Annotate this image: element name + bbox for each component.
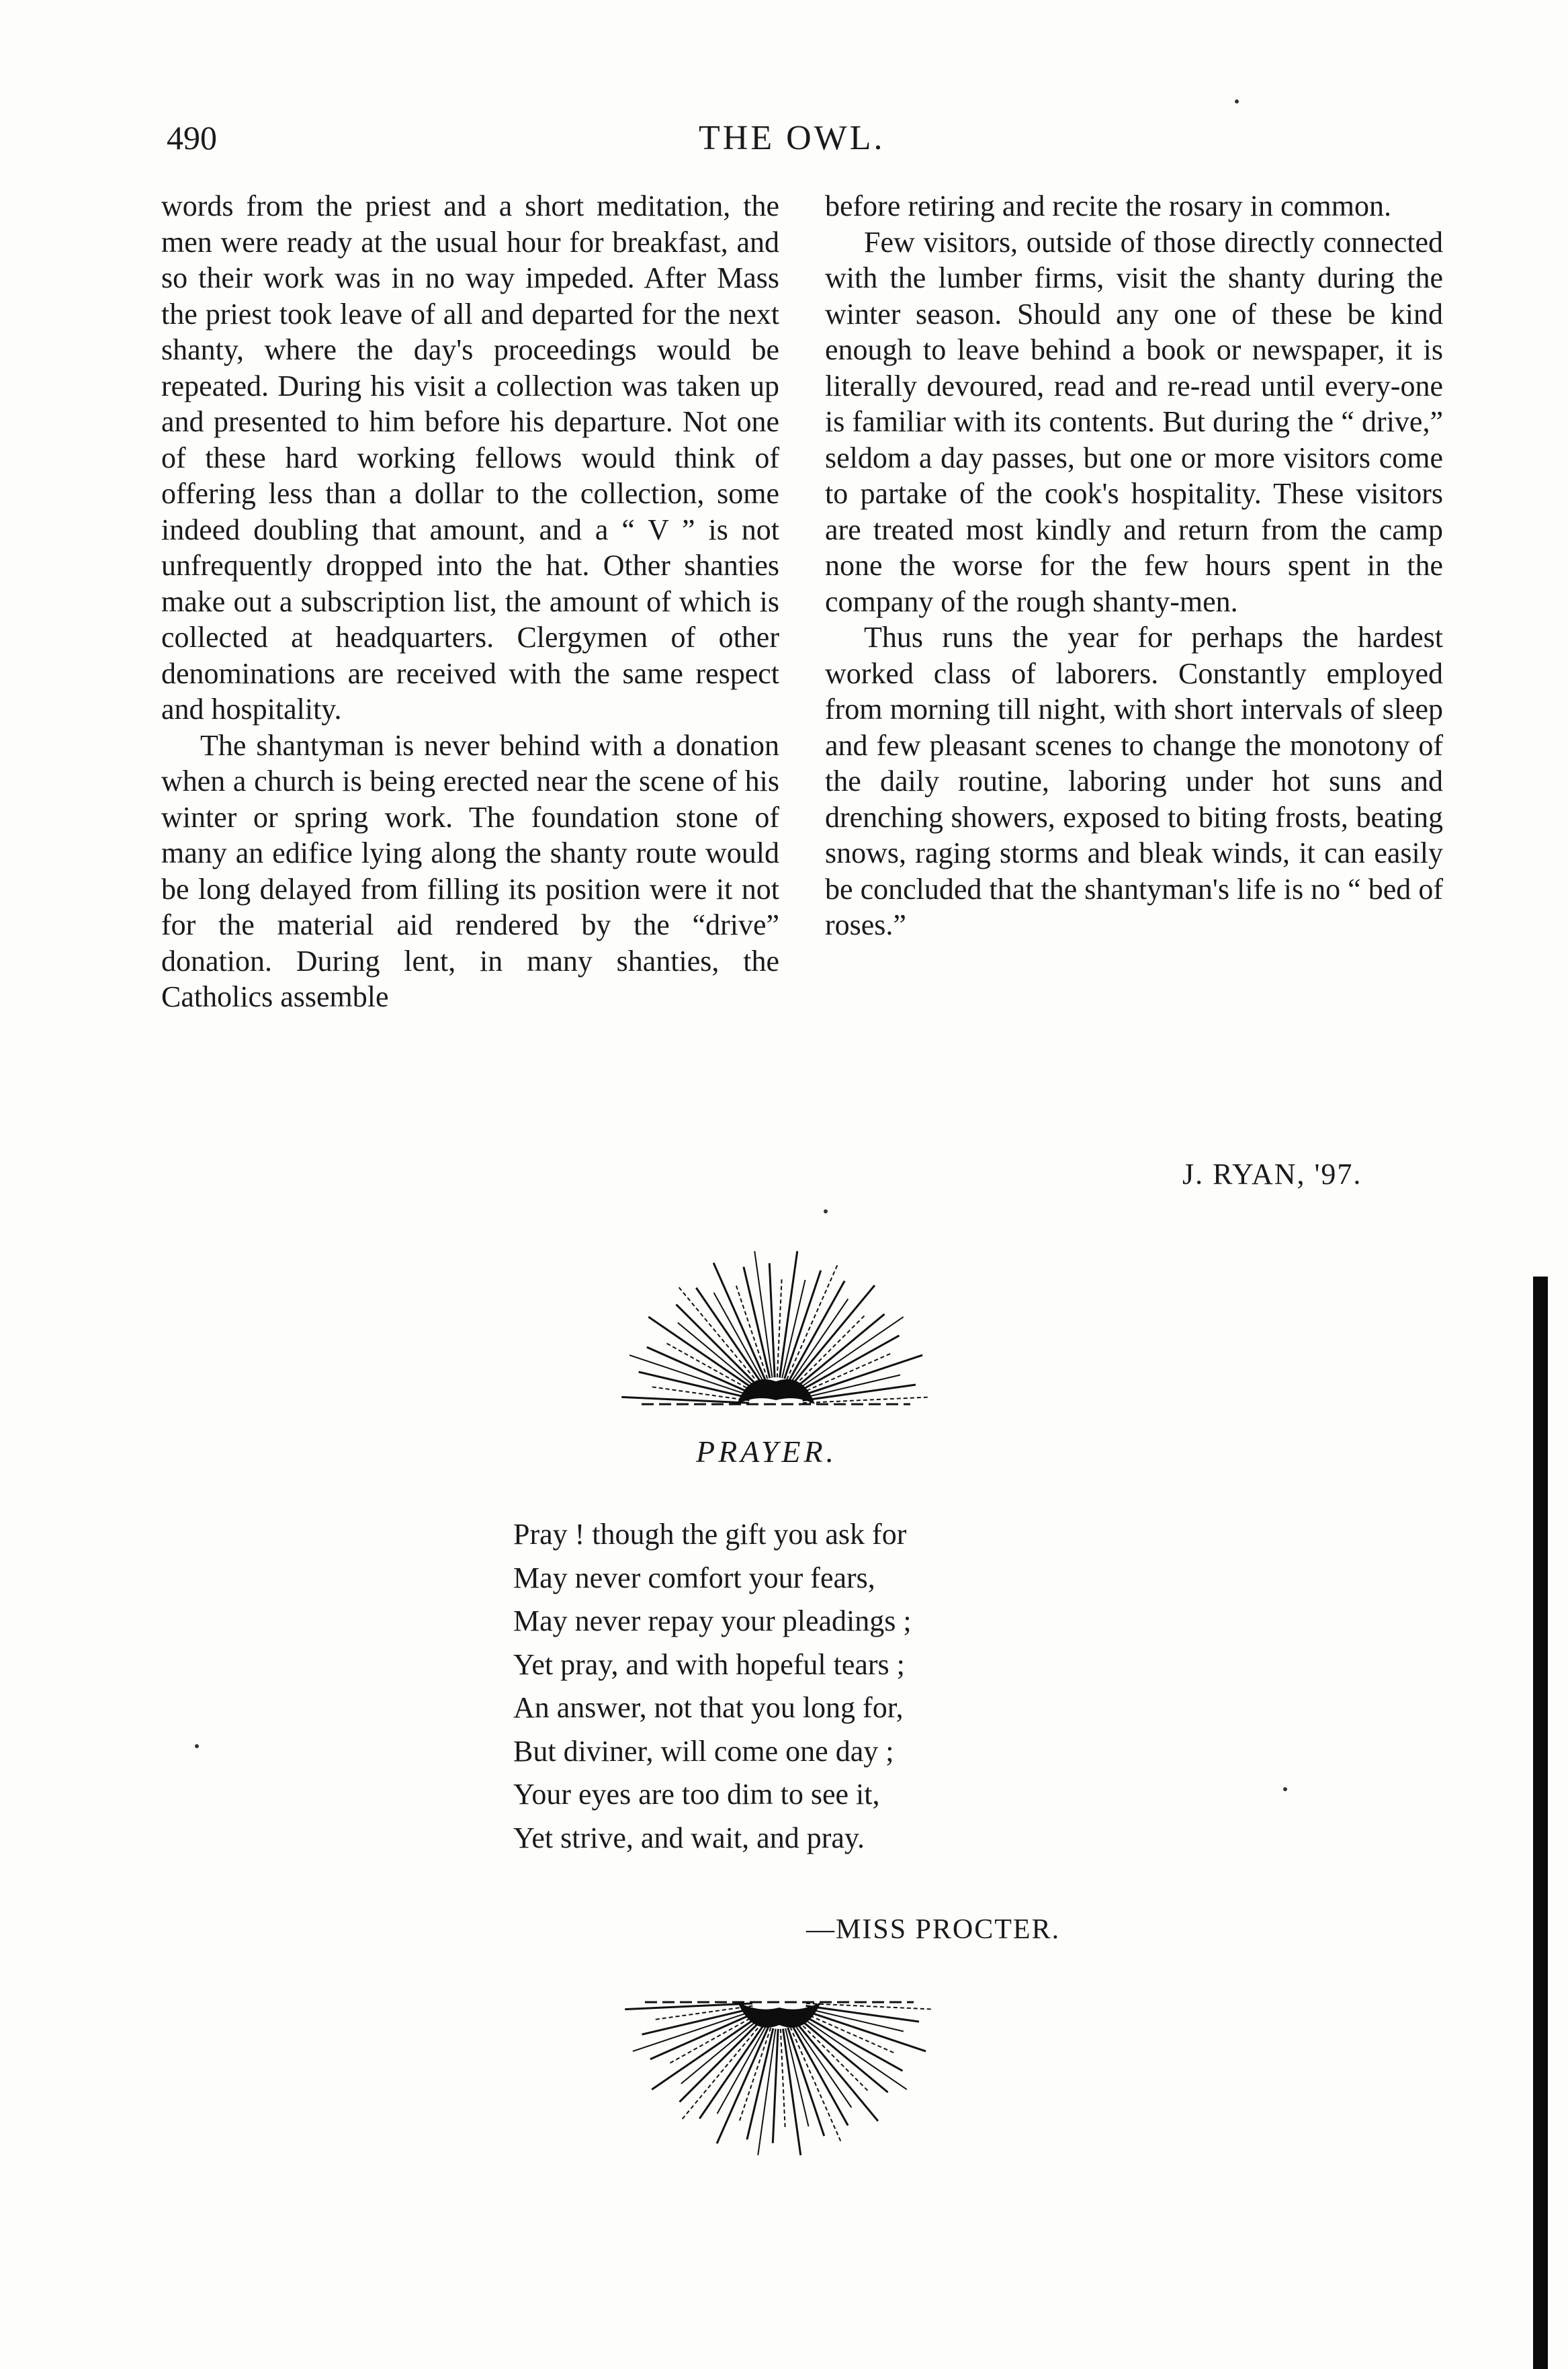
article-paragraph: Few visitors, outside of those directly connected with the lumber firms, visit the shanty during the winter season. Should any one of these be kind enough to leave behind a book or newspaper, it is literally devoured, read and re-read until every-one is familiar with its contents. But during the “ drive,” seldom a day passes, but one or more visitors come to partake of the cook's hospitality. These visitors are treated most kindly and return from the camp none the worse for the few hours spent in the company of the rough shanty-men. — [825, 225, 1443, 618]
page-edge-rule — [1533, 1277, 1548, 2369]
article-paragraph: The shantyman is never behind with a donation when a church is being erected near the scene of his winter or spring work. The foundation stone of many an edifice lying along the shanty route would be long delayed from filling its position were it not for the material aid rendered by the “drive” donation. During lent, in many shanties, the Catholics assemble — [161, 728, 779, 1013]
running-title: THE OWL. — [699, 119, 885, 157]
poem-author: —MISS PROCTER. — [806, 1914, 1061, 1945]
article-right-column — [825, 188, 1443, 943]
poem-line: But diviner, will come one day ; — [513, 1734, 894, 1768]
inverted-sunburst-ornament — [625, 1982, 934, 2177]
article-left-column — [161, 188, 779, 1015]
print-speck — [1235, 99, 1239, 103]
poem-line: May never repay your pleadings ; — [513, 1604, 912, 1637]
article-paragraph: Thus runs the year for perhaps the hardest worked class of laborers. Constantly employed from morning till night, with short intervals of sleep and few pleasant scenes to change the monotony of the daily routine, laboring under hot suns and drenching showers, exposed to biting frosts, beating snows, raging storms and bleak winds, it can easily be concluded that the shantyman's life is no “ bed of roses.” — [825, 621, 1443, 941]
article-paragraph: words from the priest and a short meditation, the men were ready at the usual hour for breakfast, and so their work was in no way impeded. After Mass the priest took leave of all and departed for the next shanty, where the day's proceedings would be repeated. During his visit a collection was taken up and presented to him before his departure. Not one of these hard working fellows would think of offering less than a dollar to the collection, some indeed doubling that amount, and a “ V ” is not unfrequently dropped into the hat. Other shanties make out a subscription list, the amount of which is collected at headquarters. Clergymen of other denominations are received with the same respect and hospitality. — [161, 189, 779, 726]
poem-line: May never comfort your fears, — [513, 1561, 875, 1594]
print-speck — [824, 1209, 828, 1213]
poem-line: Yet strive, and wait, and pray. — [513, 1821, 865, 1854]
print-speck — [195, 1744, 199, 1748]
print-speck — [1283, 1787, 1287, 1791]
poem-line: Your eyes are too dim to see it, — [513, 1778, 880, 1811]
poem-line: An answer, not that you long for, — [513, 1691, 904, 1724]
poem — [513, 1513, 912, 1860]
page-number: 490 — [167, 119, 217, 157]
poem-line: Yet pray, and with hopeful tears ; — [513, 1647, 905, 1681]
sunburst-ornament — [618, 1236, 934, 1418]
poem-line: Pray ! though the gift you ask for — [513, 1518, 907, 1551]
poem-title: PRAYER. — [696, 1434, 838, 1469]
article-signature: J. RYAN, '97. — [1182, 1158, 1362, 1191]
article-paragraph: before retiring and recite the rosary in common. — [825, 189, 1392, 222]
